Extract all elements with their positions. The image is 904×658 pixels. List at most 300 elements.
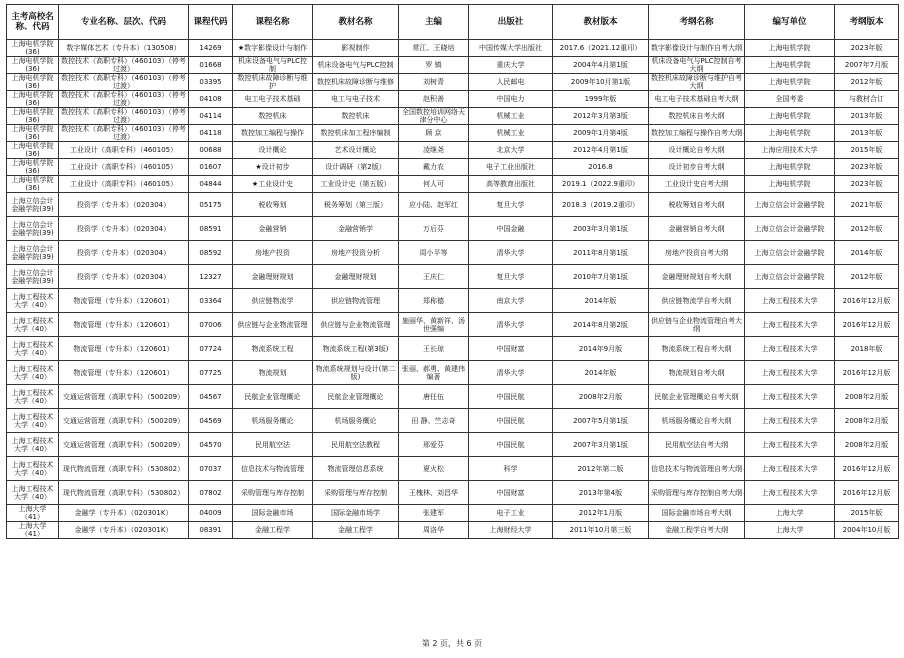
table-cell: 2015年版 — [835, 142, 899, 159]
table-cell: 现代物流管理（高职专科）（530802） — [59, 457, 189, 481]
table-cell: 中国财富 — [469, 337, 553, 361]
table-cell: 2012年版 — [835, 217, 899, 241]
table-cell: 人民邮电 — [469, 74, 553, 91]
table-cell: 数控技术（高职专科）（460103）（停考过渡） — [59, 74, 189, 91]
table-cell: 上海工程技术大学 — [745, 409, 835, 433]
table-row — [7, 176, 899, 193]
table-cell: 王槐林、刘昌华 — [399, 481, 469, 505]
table-cell: 电工电子技术基础 — [233, 91, 313, 108]
table-cell: 上海立信会计金融学院 — [745, 241, 835, 265]
table-row — [7, 289, 899, 313]
column-header: 考纲版本 — [835, 5, 899, 40]
table-cell: 设计概论 — [233, 142, 313, 159]
table-cell: 2004年4月第1版 — [553, 57, 649, 74]
table-cell: 2015年版 — [835, 505, 899, 522]
table-cell: 上海工程技术大学（40） — [7, 385, 59, 409]
table-cell: 2012年版 — [835, 74, 899, 91]
table-cell: 机场服务概论自考大纲 — [649, 409, 745, 433]
table-cell: 2017.6（2021.12重印） — [553, 40, 649, 57]
table-cell: 中国民航 — [469, 433, 553, 457]
table-cell: 数控机床故障诊断与维护自考大纲 — [649, 74, 745, 91]
table-cell: 北京大学 — [469, 142, 553, 159]
table-cell: 上海立信会计金融学院(39) — [7, 265, 59, 289]
table-cell: 施丽华、黄新祥、汤世强编 — [399, 313, 469, 337]
table-cell: 物流系统工程 — [233, 337, 313, 361]
table-cell: 上海电机学院 — [745, 176, 835, 193]
table-cell: 2011年10月第三版 — [553, 522, 649, 539]
table-cell: 税收筹划自考大纲 — [649, 193, 745, 217]
table-cell: 投资学（专升本）（020304） — [59, 217, 189, 241]
table-cell: 投资学（专升本）（020304） — [59, 193, 189, 217]
table-cell: 设计初步自考大纲 — [649, 159, 745, 176]
table-cell: 数控技术（高职专科）（460103）（停考过渡） — [59, 57, 189, 74]
table-cell: 采购管理与库存控制自考大纲 — [649, 481, 745, 505]
table-cell: 物流管理（专升本）（120601） — [59, 313, 189, 337]
table-cell: 金融理财规划 — [313, 265, 399, 289]
table-cell: 科学 — [469, 457, 553, 481]
table-cell: 2016.8 — [553, 159, 649, 176]
table-cell: 机床设备电气与PLC控制自考大纲 — [649, 57, 745, 74]
table-row — [7, 125, 899, 142]
table-cell: 上海工程技术大学（40） — [7, 313, 59, 337]
table-cell: 凌继尧 — [399, 142, 469, 159]
table-cell: 房地产投资分析 — [313, 241, 399, 265]
table-cell: 2004年10月版 — [835, 522, 899, 539]
table-cell: 王庆仁 — [399, 265, 469, 289]
table-cell: 金融工程学 — [313, 522, 399, 539]
table-cell: 数控技术（高职专科）（460103）（停考过渡） — [59, 91, 189, 108]
table-cell: 上海电机学院 — [745, 125, 835, 142]
table-cell: 金融理财规划自考大纲 — [649, 265, 745, 289]
table-cell: 上海工程技术大学 — [745, 481, 835, 505]
table-cell: 上海立信会计金融学院 — [745, 217, 835, 241]
column-header: 主编 — [399, 5, 469, 40]
table-cell: 2014年版 — [553, 289, 649, 313]
table-cell: 物流管理信息系统 — [313, 457, 399, 481]
table-cell: 交通运营管理（高职专科）（500209） — [59, 433, 189, 457]
table-cell: 07037 — [189, 457, 233, 481]
table-cell: 上海立信会计金融学院(39) — [7, 193, 59, 217]
table-cell: 上海大学 — [745, 522, 835, 539]
table-cell: 上海工程技术大学 — [745, 313, 835, 337]
table-cell: 采购管理与库存控制 — [313, 481, 399, 505]
table-cell: 2016年12月版 — [835, 481, 899, 505]
table-cell: 金融工程学 — [233, 522, 313, 539]
table-cell: 上海大学 — [745, 505, 835, 522]
column-header: 专业名称、层次、代码 — [59, 5, 189, 40]
table-cell: 中国民航 — [469, 409, 553, 433]
table-cell: 南京大学 — [469, 289, 553, 313]
table-cell: 上海立信会计金融学院 — [745, 193, 835, 217]
table-cell: 机场服务概论 — [313, 409, 399, 433]
table-cell: 2013年第4版 — [553, 481, 649, 505]
table-cell: 全国考委 — [745, 91, 835, 108]
table-cell: 数控机床自考大纲 — [649, 108, 745, 125]
table-cell: 2014年9月版 — [553, 337, 649, 361]
table-cell: 交通运营管理（高职专科）（500209） — [59, 409, 189, 433]
table-cell: 08591 — [189, 217, 233, 241]
table-cell: 金融营销自考大纲 — [649, 217, 745, 241]
column-header: 课程代码 — [189, 5, 233, 40]
table-body — [7, 40, 899, 539]
table-cell: 物流管理（专升本）（120601） — [59, 337, 189, 361]
table-cell: 04009 — [189, 505, 233, 522]
table-cell: 顾 京 — [399, 125, 469, 142]
column-header: 出版社 — [469, 5, 553, 40]
table-cell: 上海立信会计金融学院(39) — [7, 241, 59, 265]
table-cell: 2014年8月第2版 — [553, 313, 649, 337]
table-cell: 物流系统规划与设计(第二版) — [313, 361, 399, 385]
table-cell: 数控加工编程与操作自考大纲 — [649, 125, 745, 142]
table-cell: 2007年7月版 — [835, 57, 899, 74]
table-cell: 2019.1（2022.9重印） — [553, 176, 649, 193]
table-cell: 税收筹划 — [233, 193, 313, 217]
table-cell: 2023年版 — [835, 40, 899, 57]
table-row — [7, 505, 899, 522]
table-cell: 上海电机学院(36) — [7, 40, 59, 57]
table-cell: 上海工程技术大学（40） — [7, 289, 59, 313]
table-row — [7, 265, 899, 289]
table-cell: 2023年版 — [835, 176, 899, 193]
table-cell: 周洛华 — [399, 522, 469, 539]
table-cell: 上海工程技术大学（40） — [7, 337, 59, 361]
table-cell: 采购管理与库存控制 — [233, 481, 313, 505]
table-cell: 上海电机学院 — [745, 40, 835, 57]
table-cell: 上海财经大学 — [469, 522, 553, 539]
table-cell: 中国传媒大学出版社 — [469, 40, 553, 57]
table-cell: 复旦大学 — [469, 193, 553, 217]
table-cell: 2009年10月第1版 — [553, 74, 649, 91]
table-cell: 数控机床加工程序编制 — [313, 125, 399, 142]
column-header: 教材名称 — [313, 5, 399, 40]
table-cell: 03364 — [189, 289, 233, 313]
table-cell: 金融营销 — [233, 217, 313, 241]
table-cell: 2009年1月第4版 — [553, 125, 649, 142]
table-cell: 电子工业 — [469, 505, 553, 522]
table-cell: 2016年12月版 — [835, 361, 899, 385]
table-cell: 全国数控培训网络天津分中心 — [399, 108, 469, 125]
table-cell: 07725 — [189, 361, 233, 385]
table-cell: 2014年版 — [553, 361, 649, 385]
table-cell: 14269 — [189, 40, 233, 57]
table-cell: 数控机床故障诊断与维护 — [233, 74, 313, 91]
column-header: 编写单位 — [745, 5, 835, 40]
table-cell: 万后芬 — [399, 217, 469, 241]
table-cell: 供应链物流学 — [233, 289, 313, 313]
table-cell: 设计概论自考大纲 — [649, 142, 745, 159]
table-cell: 民用航空法教程 — [313, 433, 399, 457]
table-cell: 07802 — [189, 481, 233, 505]
table-cell: ★工业设计史 — [233, 176, 313, 193]
table-cell: 05175 — [189, 193, 233, 217]
table-cell: 投资学（专升本）（020304） — [59, 241, 189, 265]
table-row — [7, 108, 899, 125]
table-cell: 供应链与企业物流管理 — [233, 313, 313, 337]
table-cell: 清华大学 — [469, 361, 553, 385]
table-cell: 2003年3月第1版 — [553, 217, 649, 241]
table-cell: 2008年2月版 — [835, 433, 899, 457]
table-row — [7, 433, 899, 457]
table-cell: 上海电机学院 — [745, 108, 835, 125]
table-cell: 邢爱芬 — [399, 433, 469, 457]
table-cell: 上海电机学院 — [745, 159, 835, 176]
table-cell: 金融学（专升本）（020301K） — [59, 522, 189, 539]
table-cell: 1999年版 — [553, 91, 649, 108]
table-cell: 上海工程技术大学 — [745, 337, 835, 361]
table-cell: 应小陆、赵军红 — [399, 193, 469, 217]
table-cell: 2018年版 — [835, 337, 899, 361]
table-cell: 周小平等 — [399, 241, 469, 265]
table-cell: 04567 — [189, 385, 233, 409]
table-cell: 供应链物流学自考大纲 — [649, 289, 745, 313]
table-cell: 中国电力 — [469, 91, 553, 108]
table-cell: 罗 镇 — [399, 57, 469, 74]
table-cell: 上海电机学院(36) — [7, 176, 59, 193]
table-cell: 民用航空法 — [233, 433, 313, 457]
table-cell: 上海工程技术大学（40） — [7, 433, 59, 457]
table-cell: 张丽、郝勇、黄建伟编著 — [399, 361, 469, 385]
table-row — [7, 142, 899, 159]
table-cell: 民航企业管理概论 — [233, 385, 313, 409]
table-cell: 电工电子技术基础自考大纲 — [649, 91, 745, 108]
table-cell: 与教材合订 — [835, 91, 899, 108]
table-cell: 2013年版 — [835, 108, 899, 125]
table-cell: 机床设备电气与PLC控制 — [233, 57, 313, 74]
table-cell: 民航企业管理概论自考大纲 — [649, 385, 745, 409]
page-footer: 第 2 页，共 6 页 — [421, 639, 483, 648]
table-cell: 上海工程技术大学（40） — [7, 361, 59, 385]
table-cell: 上海工程技术大学 — [745, 361, 835, 385]
table-cell: 物流管理（专升本）（120601） — [59, 289, 189, 313]
table-cell: 2010年7月第1版 — [553, 265, 649, 289]
table-row — [7, 159, 899, 176]
table-cell: 供应链与企业物流管理 — [313, 313, 399, 337]
column-header: 主考高校名称、代码 — [7, 5, 59, 40]
table-cell: 2014年版 — [835, 241, 899, 265]
table-cell: 数字影像设计与制作自考大纲 — [649, 40, 745, 57]
table-cell: 2008年2月版 — [553, 385, 649, 409]
table-cell: 工业设计（高职专科）（460105） — [59, 142, 189, 159]
table-cell: 2021年版 — [835, 193, 899, 217]
table-cell: 上海大学（41） — [7, 522, 59, 539]
table-cell: 戴力农 — [399, 159, 469, 176]
table-row — [7, 385, 899, 409]
table-row — [7, 409, 899, 433]
table-cell: 供应链与企业物流管理自考大纲 — [649, 313, 745, 337]
table-cell: 物流系统工程(第3版) — [313, 337, 399, 361]
table-cell: ★数字影像设计与制作 — [233, 40, 313, 57]
table-cell: 现代物流管理（高职专科）（530802） — [59, 481, 189, 505]
table-cell: 2016年12月版 — [835, 289, 899, 313]
table-cell: 工业设计史自考大纲 — [649, 176, 745, 193]
table-cell: 中国财富 — [469, 481, 553, 505]
table-cell: 郑称德 — [399, 289, 469, 313]
table-cell: 工业设计（高职专科）（460105） — [59, 159, 189, 176]
table-cell: 物流管理（专升本）（120601） — [59, 361, 189, 385]
table-cell: 数控加工编程与操作 — [233, 125, 313, 142]
table-cell: 上海电机学院 — [745, 57, 835, 74]
table-cell: 2012年3月第3版 — [553, 108, 649, 125]
table-cell: 刘树青 — [399, 74, 469, 91]
table-cell: 信息技术与物流管理自考大纲 — [649, 457, 745, 481]
table-cell: 上海电机学院 — [745, 74, 835, 91]
table-cell: 08592 — [189, 241, 233, 265]
table-cell: 2012年1月版 — [553, 505, 649, 522]
table-cell: 2012年版 — [835, 265, 899, 289]
table-cell: 01668 — [189, 57, 233, 74]
table-cell: 上海电机学院(36) — [7, 159, 59, 176]
table-cell: 04108 — [189, 91, 233, 108]
table-cell: 上海应用技术大学 — [745, 142, 835, 159]
table-cell: 2023年版 — [835, 159, 899, 176]
table-cell: 税务筹划（第三版） — [313, 193, 399, 217]
table-cell: 上海工程技术大学 — [745, 385, 835, 409]
table-cell: 上海电机学院(36) — [7, 91, 59, 108]
table-cell: 金融理财规划 — [233, 265, 313, 289]
table-cell: 07006 — [189, 313, 233, 337]
table-cell: 上海电机学院(36) — [7, 57, 59, 74]
table-row — [7, 57, 899, 74]
table-cell: 夏火松 — [399, 457, 469, 481]
table-cell: 唐任伍 — [399, 385, 469, 409]
table-cell: 国际金融市场学 — [313, 505, 399, 522]
table-cell: 重庆大学 — [469, 57, 553, 74]
table-cell: ★设计初步 — [233, 159, 313, 176]
column-header: 教材版本 — [553, 5, 649, 40]
table-cell: 上海电机学院(36) — [7, 142, 59, 159]
table-cell: 赵积善 — [399, 91, 469, 108]
table-row — [7, 481, 899, 505]
table-cell: 房地产投资 — [233, 241, 313, 265]
table-cell: 电子工业出版社 — [469, 159, 553, 176]
table-cell: 2012年第二版 — [553, 457, 649, 481]
table-cell: 2007年3月第1版 — [553, 433, 649, 457]
table-cell: 2018.3（2019.2重印） — [553, 193, 649, 217]
table-cell: 2016年12月版 — [835, 457, 899, 481]
column-header: 课程名称 — [233, 5, 313, 40]
table-cell: 数控机床 — [233, 108, 313, 125]
table-cell: 07724 — [189, 337, 233, 361]
table-cell: 2013年版 — [835, 125, 899, 142]
table-cell: 上海工程技术大学 — [745, 457, 835, 481]
table-cell: 田 静、竺志奇 — [399, 409, 469, 433]
table-cell: 04118 — [189, 125, 233, 142]
table-cell: 投资学（专升本）（020304） — [59, 265, 189, 289]
table-cell: 艺术设计概论 — [313, 142, 399, 159]
table-cell: 金融营销学 — [313, 217, 399, 241]
table-cell: 交通运营管理（高职专科）（500209） — [59, 385, 189, 409]
table-cell: 房地产投资自考大纲 — [649, 241, 745, 265]
table-cell: 物流规划 — [233, 361, 313, 385]
table-cell: 上海工程技术大学（40） — [7, 409, 59, 433]
table-cell: 00688 — [189, 142, 233, 159]
table-cell: 上海大学（41） — [7, 505, 59, 522]
table-cell: 2008年2月版 — [835, 385, 899, 409]
table-cell: 上海立信会计金融学院 — [745, 265, 835, 289]
table-cell: 上海工程技术大学 — [745, 289, 835, 313]
table-cell: 电工与电子技术 — [313, 91, 399, 108]
table-cell: 上海电机学院(36) — [7, 125, 59, 142]
table-cell: 上海工程技术大学 — [745, 433, 835, 457]
table-cell: 04569 — [189, 409, 233, 433]
table-cell: 数控机床故障诊断与维修 — [313, 74, 399, 91]
table-cell: 物流规划自考大纲 — [649, 361, 745, 385]
table-cell: 复旦大学 — [469, 265, 553, 289]
table-cell: 04844 — [189, 176, 233, 193]
table-cell: 常江、王晓培 — [399, 40, 469, 57]
table-cell: 何人可 — [399, 176, 469, 193]
table-cell: 机械工业 — [469, 108, 553, 125]
table-cell: 数控技术（高职专科）（460103）（停考过渡） — [59, 108, 189, 125]
table-row — [7, 193, 899, 217]
table-cell: 上海电机学院(36) — [7, 108, 59, 125]
table-cell: 2016年12月版 — [835, 313, 899, 337]
table-cell: 04114 — [189, 108, 233, 125]
table-cell: 04570 — [189, 433, 233, 457]
table-cell: 2012年4月第1版 — [553, 142, 649, 159]
table-row — [7, 361, 899, 385]
table-row — [7, 313, 899, 337]
table-cell: 中国金融 — [469, 217, 553, 241]
table-cell: 国际金融市场 — [233, 505, 313, 522]
table-cell: 03395 — [189, 74, 233, 91]
table-header-row — [7, 5, 899, 40]
table-cell: 物流系统工程自考大纲 — [649, 337, 745, 361]
table-cell: 2008年2月版 — [835, 409, 899, 433]
course-table — [6, 4, 899, 539]
table-cell: 数控技术（高职专科）（460103）（停考过渡） — [59, 125, 189, 142]
table-row — [7, 74, 899, 91]
table-cell: 国际金融市场自考大纲 — [649, 505, 745, 522]
table-cell: 08391 — [189, 522, 233, 539]
table-cell: 01607 — [189, 159, 233, 176]
table-cell: 设计调研（第2版） — [313, 159, 399, 176]
table-cell: 上海工程技术大学（40） — [7, 481, 59, 505]
table-cell: 影视制作 — [313, 40, 399, 57]
table-cell: 工业设计史（第五版） — [313, 176, 399, 193]
table-cell: 12327 — [189, 265, 233, 289]
table-cell: 张建军 — [399, 505, 469, 522]
table-cell: 供应链物流管理 — [313, 289, 399, 313]
table-cell: 清华大学 — [469, 241, 553, 265]
table-row — [7, 241, 899, 265]
table-cell: 机床设备电气与PLC控制 — [313, 57, 399, 74]
table-cell: 2007年5月第1版 — [553, 409, 649, 433]
table-row — [7, 40, 899, 57]
table-row — [7, 457, 899, 481]
table-row — [7, 217, 899, 241]
table-cell: 机械工业 — [469, 125, 553, 142]
table-cell: 工业设计（高职专科）（460105） — [59, 176, 189, 193]
table-cell: 金融学（专升本）（020301K） — [59, 505, 189, 522]
table-cell: 民航企业管理概论 — [313, 385, 399, 409]
table-cell: 数字媒体艺术（专升本）（130508） — [59, 40, 189, 57]
table-cell: 高等教育出版社 — [469, 176, 553, 193]
table-row — [7, 522, 899, 539]
table-cell: 机场服务概论 — [233, 409, 313, 433]
table-cell: 王长琼 — [399, 337, 469, 361]
table-row — [7, 91, 899, 108]
table-cell: 民用航空法自考大纲 — [649, 433, 745, 457]
table-cell: 清华大学 — [469, 313, 553, 337]
table-cell: 上海工程技术大学（40） — [7, 457, 59, 481]
column-header: 考纲名称 — [649, 5, 745, 40]
table-cell: 金融工程学自考大纲 — [649, 522, 745, 539]
table-cell: 信息技术与物流管理 — [233, 457, 313, 481]
table-cell: 上海电机学院(36) — [7, 74, 59, 91]
table-cell: 中国民航 — [469, 385, 553, 409]
table-row — [7, 337, 899, 361]
